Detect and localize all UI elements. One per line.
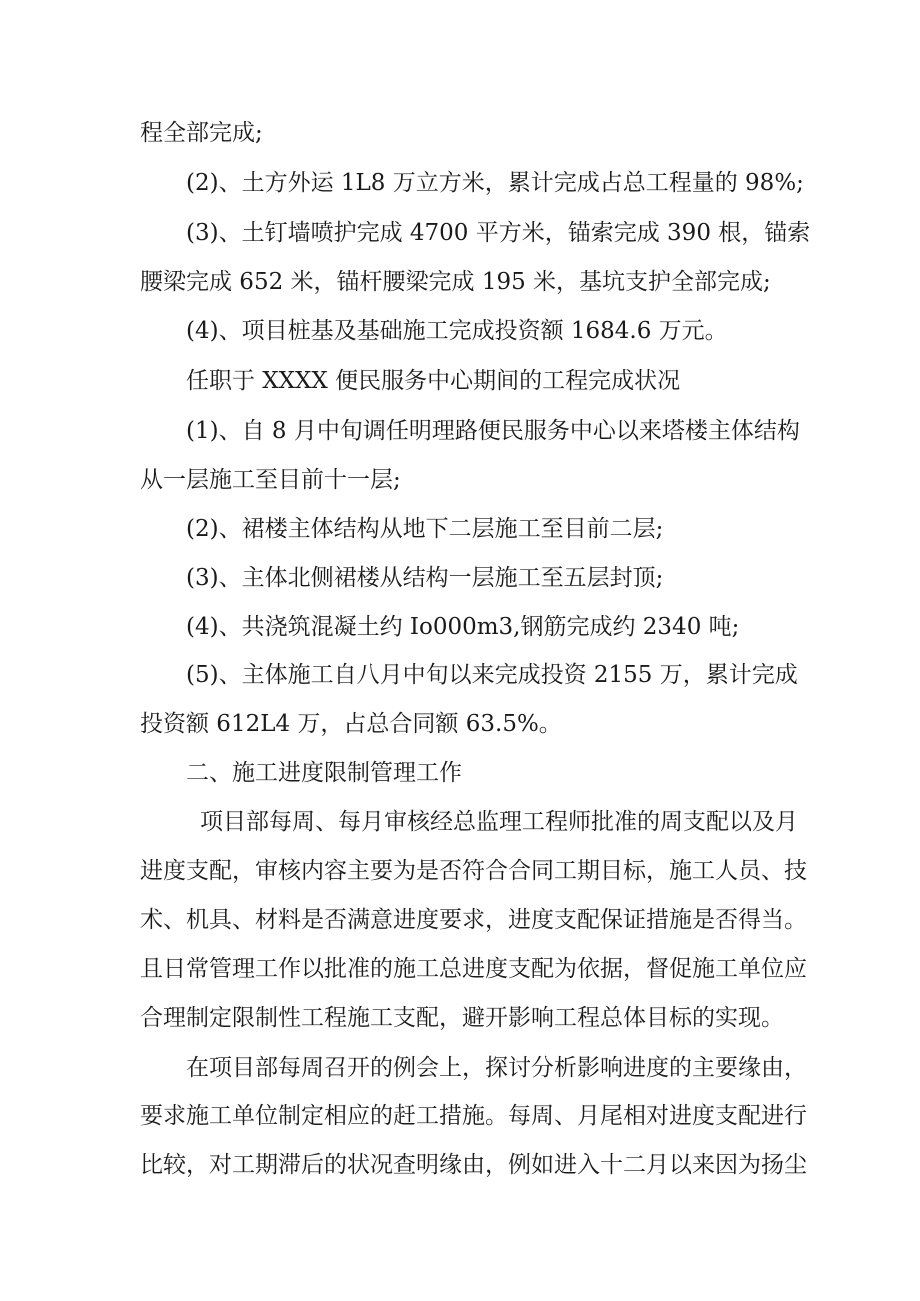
text-line: 进度支配，审核内容主要为是否符合合同工期目标，施工人员、技 bbox=[140, 858, 807, 884]
text-line: 从一层施工至目前十一层; bbox=[140, 467, 401, 493]
text-line: 要求施工单位制定相应的赶工措施。每周、月尾相对进度支配进行 bbox=[140, 1103, 807, 1129]
text-line: (3)、土钉墙喷护完成 4700 平方米，锚索完成 390 根，锚索 bbox=[186, 220, 811, 246]
text-line: (5)、主体施工自八月中旬以来完成投资 2155 万，累计完成 bbox=[186, 662, 798, 688]
text-line: 程全部完成; bbox=[140, 120, 263, 146]
text-line: 项目部每周、每月审核经总监理工程师批准的周支配以及月 bbox=[200, 809, 798, 835]
text-line: (4)、项目桩基及基础施工完成投资额 1684.6 万元。 bbox=[186, 318, 728, 344]
text-line: (2)、土方外运 1L8 万立方米，累计完成占总工程量的 98%; bbox=[186, 170, 804, 196]
section-subheading: 任职于 XXXX 便民服务中心期间的工程完成状况 bbox=[186, 368, 681, 394]
text-line: (1)、自 8 月中旬调任明理路便民服务中心以来塔楼主体结构 bbox=[186, 418, 800, 444]
text-line: (4)、共浇筑混凝土约 Io000m3,钢筋完成约 2340 吨; bbox=[186, 614, 740, 640]
text-line: (3)、主体北侧裙楼从结构一层施工至五层封顶; bbox=[186, 565, 664, 591]
text-line: 且日常管理工作以批准的施工总进度支配为依据，督促施工单位应 bbox=[140, 956, 807, 982]
text-line: 比较，对工期滞后的状况查明缘由，例如进入十二月以来因为扬尘 bbox=[140, 1152, 807, 1178]
text-line: 投资额 612L4 万，占总合同额 63.5%。 bbox=[140, 711, 562, 737]
section-heading: 二、施工进度限制管理工作 bbox=[186, 760, 462, 786]
text-line: 在项目部每周召开的例会上，探讨分析影响进度的主要缘由， bbox=[186, 1055, 807, 1081]
text-line: 腰梁完成 652 米，锚杆腰梁完成 195 米，基坑支护全部完成; bbox=[140, 269, 771, 295]
text-line: (2)、裙楼主体结构从地下二层施工至目前二层; bbox=[186, 516, 664, 542]
text-line: 合理制定限制性工程施工支配，避开影响工程总体目标的实现。 bbox=[140, 1005, 784, 1031]
text-line: 术、机具、材料是否满意进度要求，进度支配保证措施是否得当。 bbox=[140, 907, 807, 933]
